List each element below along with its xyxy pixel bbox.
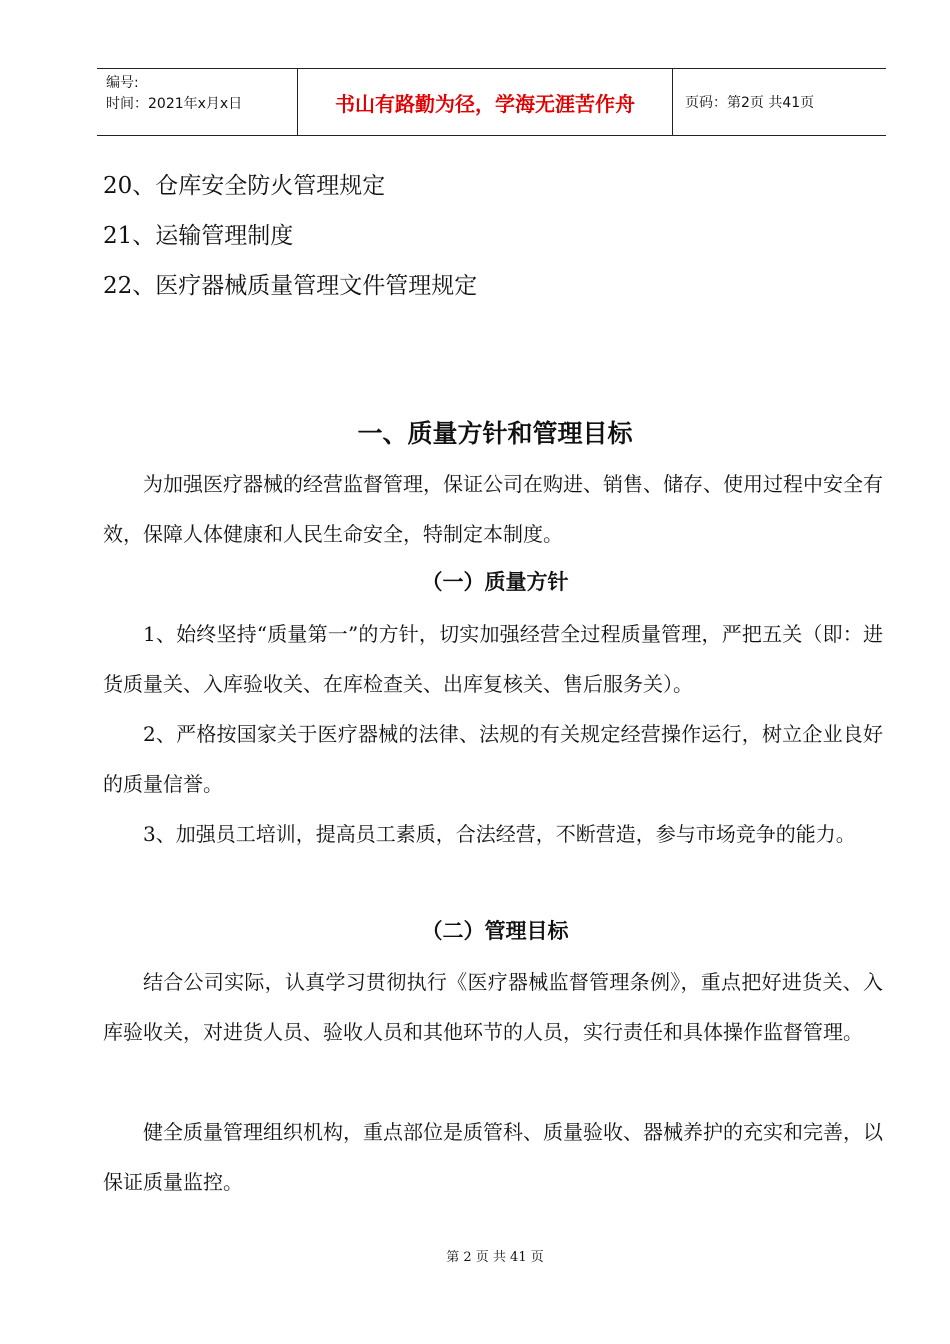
page-footer: 第 2 页 共 41 页 [446,1250,544,1265]
header-page-info: 页码：第2页 共41页 [685,95,815,111]
intro-paragraph: 为加强医疗器械的经营监督管理，保证公司在购进、销售、储存、使用过程中安全有效，保障人体健康和人民生命安全，特制定本制度。 [103,472,883,546]
page-header [97,68,886,136]
header-meta [97,69,298,135]
document-number-label: 编号: [106,75,139,91]
goals-heading: （二）管理目标 [421,919,569,943]
list-item: 22、医疗器械质量管理文件管理规定 [103,273,478,299]
policy-heading: （一）质量方针 [421,570,569,594]
policy-item-1: 1、始终坚持“质量第一”的方针，切实加强经营全过程质量管理，严把五关（即：进货质量关、入库验收关、在库检查关、出库复核关、售后服务关）。 [103,622,883,696]
list-item: 20、仓库安全防火管理规定 [103,173,386,199]
section-title: 一、质量方针和管理目标 [357,419,633,448]
policy-item-3: 3、加强员工培训，提高员工素质，合法经营，不断营造，参与市场竞争的能力。 [143,822,856,846]
policy-item-2: 2、严格按国家关于医疗器械的法律、法规的有关规定经营操作运行，树立企业良好的质量信誉。 [103,722,883,796]
goals-paragraph-1: 结合公司实际，认真学习贯彻执行《医疗器械监督管理条例》，重点把好进货关、入库验收关，对进货人员、验收人员和其他环节的人员，实行责任和具体操作监督管理。 [103,970,883,1044]
goals-paragraph-2: 健全质量管理组织机构，重点部位是质管科、质量验收、器械养护的充实和完善，以保证质量监控。 [103,1120,883,1194]
document-time: 时间：2021年x月x日 [106,96,243,112]
document-list [103,168,883,318]
header-motto: 书山有路勤为径，学海无涯苦作舟 [298,69,673,135]
list-item: 21、运输管理制度 [103,223,294,249]
